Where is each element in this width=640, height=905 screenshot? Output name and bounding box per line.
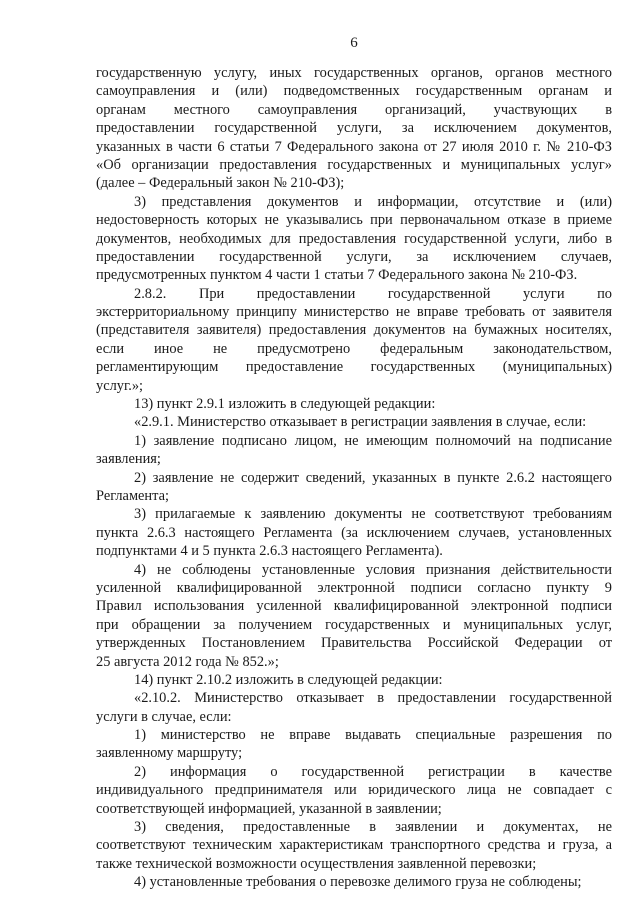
text-line: 14) пункт 2.10.2 изложить в следующей редакции: xyxy=(134,671,443,688)
text-line: 3) сведения, предоставленные в заявлении и документах, не xyxy=(134,819,612,836)
text-line: индивидуального предпринимателя или юридического лица не совпадает с xyxy=(96,782,612,799)
text-line: пункта 2.6.3 настоящего Регламента (за исключением случаев, установленных xyxy=(96,524,612,541)
text-line: документов, необходимых для предоставления государственной услуги, либо в xyxy=(96,230,612,247)
text-line: также технической возможности осуществления заявленной перевозки; xyxy=(96,855,537,872)
text-line: самоуправления и (или) подведомственных государственным органам и xyxy=(96,83,612,100)
text-line: 13) пункт 2.9.1 изложить в следующей редакции: xyxy=(134,396,436,413)
text-line: при обращении за получением государственных и муниципальных услуг, xyxy=(96,616,612,633)
text-line: государственную услугу, иных государственных органов, органов местного xyxy=(96,65,612,81)
text-line: если иное не предусмотрено федеральным законодательством, xyxy=(96,340,612,357)
text-line: регламентирующим предоставление государственных (муниципальных) xyxy=(96,359,612,376)
document-page xyxy=(96,34,612,892)
text-line: 1) заявление подписано лицом, не имеющим полномочий на подписание xyxy=(134,432,612,449)
text-line: 2) заявление не содержит сведений, указанных в пункте 2.6.2 настоящего xyxy=(134,469,612,486)
text-line: соответствующей информацией, указанной в заявлении; xyxy=(96,800,442,817)
text-line: 2) информация о государственной регистрации в качестве xyxy=(134,763,612,780)
text-line: 2.8.2. При предоставлении государственной услуги по xyxy=(134,285,612,302)
text-line: «2.9.1. Министерство отказывает в регистрации заявления в случае, если: xyxy=(134,414,587,431)
text-line: 1) министерство не вправе выдавать специальные разрешения по xyxy=(134,727,612,744)
text-line: «2.10.2. Министерство отказывает в предоставлении государственной xyxy=(134,690,612,707)
text-line: 25 августа 2012 года № 852.»; xyxy=(96,653,279,670)
text-line: (представителя заявителя) предоставления документов на бумажных носителях, xyxy=(96,322,612,339)
text-line: предоставлении государственной услуги, за исключением случаев, xyxy=(96,248,612,265)
text-line: предусмотренных пунктом 4 части 1 статьи 7 Федерального закона № 210-ФЗ. xyxy=(96,267,578,284)
text-line: экстерриториальному принципу министерство не вправе требовать от заявителя xyxy=(96,304,612,321)
text-line: 4) не соблюдены установленные условия признания действительности xyxy=(134,561,612,578)
text-line: недостоверность которых не указывались при первоначальном отказе в приеме xyxy=(96,212,612,229)
text-line: Правил использования усиленной квалифицированной электронной подписи xyxy=(96,598,612,615)
text-line: органам местного самоуправления организаций, участвующих в xyxy=(96,101,612,118)
text-line: услуг.»; xyxy=(96,377,144,394)
text-line: 4) установленные требования о перевозке делимого груза не соблюдены; xyxy=(134,874,582,891)
page-number: 6 xyxy=(350,35,358,51)
text-line: 3) прилагаемые к заявлению документы не соответствуют требованиям xyxy=(134,506,612,523)
text-line: усиленной квалифицированной электронной подписи согласно пункту 9 xyxy=(96,579,612,596)
text-line: «Об организации предоставления государственных и муниципальных услуг» xyxy=(96,156,612,173)
text-line: (далее – Федеральный закон № 210-ФЗ); xyxy=(96,175,345,192)
text-line: заявления; xyxy=(96,451,161,468)
text-line: предоставлении государственной услуги, за исключением документов, xyxy=(96,120,612,137)
text-line: заявленному маршруту; xyxy=(96,745,243,762)
text-line: подпунктами 4 и 5 пункта 2.6.3 настоящего Регламента). xyxy=(96,543,443,560)
text-line: соответствуют техническим характеристикам транспортного средства и груза, а xyxy=(96,837,612,854)
text-line: Регламента; xyxy=(96,487,169,504)
text-line: утвержденных Постановлением Правительства Российской Федерации от xyxy=(96,635,612,652)
body-text xyxy=(96,64,612,892)
text-line: 3) представления документов и информации, отсутствие и (или) xyxy=(134,193,612,210)
text-line: указанных в части 6 статьи 7 Федерального закона от 27 июля 2010 г. № 210-ФЗ xyxy=(96,138,612,155)
text-line: услуги в случае, если: xyxy=(96,708,232,725)
